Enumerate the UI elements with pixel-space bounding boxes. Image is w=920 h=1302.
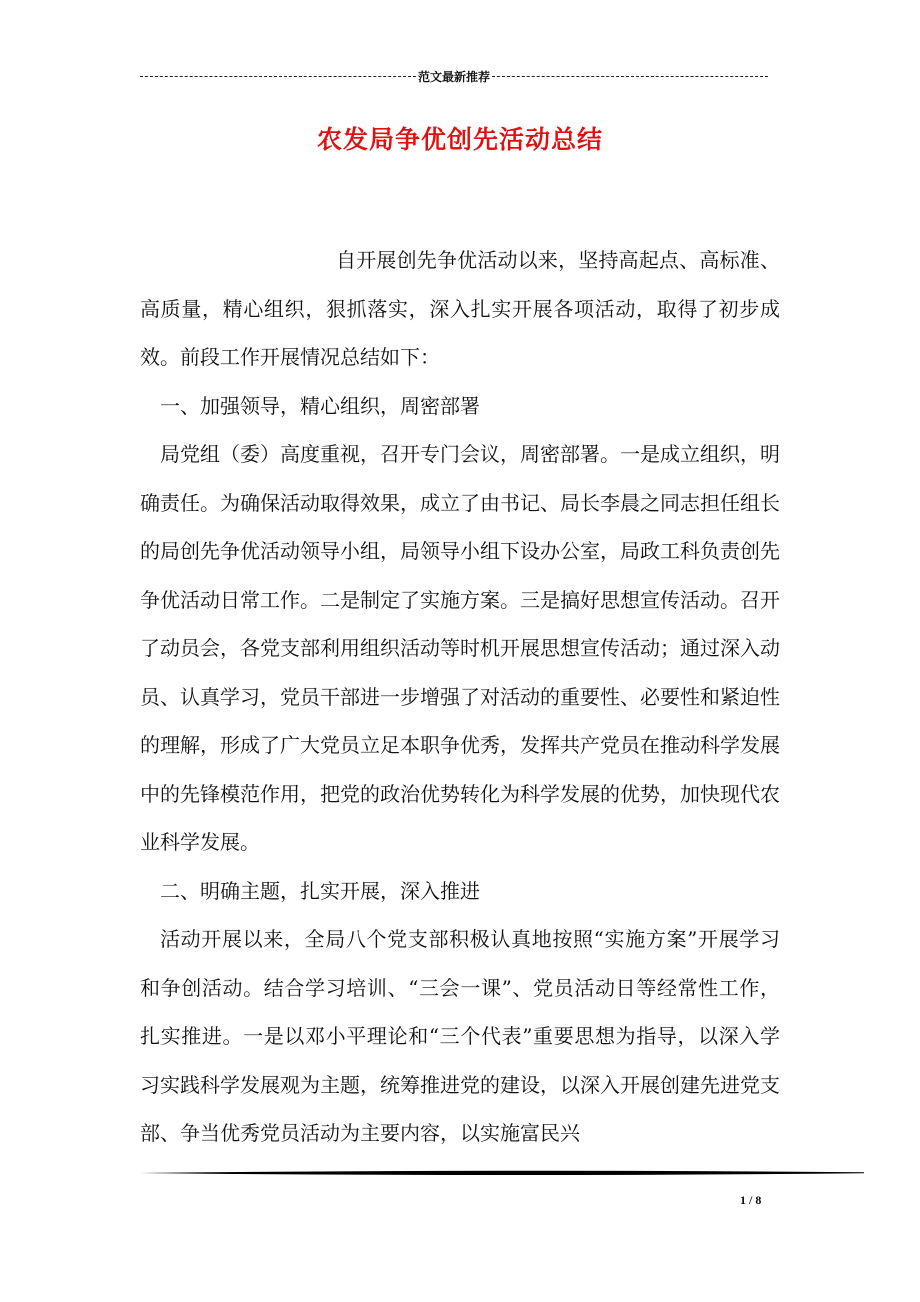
- document-title: 农发局争优创先活动总结: [316, 125, 603, 154]
- paragraph-intro: 自开展创先争优活动以来，坚持高起点、高标准、高质量，精心组织，狠抓落实，深入扎实开展各项活动，取得了初步成效。前段工作开展情况总结如下：: [140, 248, 780, 369]
- section-heading-1: 一、加强领导，精心组织，周密部署: [160, 393, 480, 418]
- page-number: 1 / 8: [740, 1193, 762, 1207]
- paragraph-section-1: 局党组（委）高度重视，召开专门会议，周密部署。一是成立组织，明确责任。为确保活动取得效果，成立了由书记、局长李晨之同志担任组长的局创先争优活动领导小组，局领导小组下设办公室，局政工科负责创先争优活动日常工作。二是制定了实施方案。三是搞好思想宣传活动。召开了动员会，各党支部利用组织活动等时机开展思想宣传活动；通过深入动员、认真学习，党员干部进一步增强了对活动的重要性、必要性和紧迫性的理解，形成了广大党员立足本职争优秀，发挥共产党员在推动科学发展中的先锋模范作用，把党的政治优势转化为科学发展的优势，加快现代农业科学发展。: [140, 442, 780, 854]
- page-header: [140, 66, 768, 86]
- section-heading-2: 二、明确主题，扎实开展，深入推进: [160, 878, 480, 903]
- paragraph-section-2: 活动开展以来，全局八个党支部积极认真地按照“实施方案”开展学习和争创活动。结合学习培训、“三会一课”、党员活动日等经常性工作，扎实推进。一是以邓小平理论和“三个代表”重要思想为指导，以深入学习实践科学发展观为主题，统筹推进党的建设，以深入开展创建先进党支部、争当优秀党员活动为主要内容，以实施富民兴: [140, 927, 780, 1145]
- header-label: 范文最新推荐: [418, 69, 491, 84]
- header-dash-left: [140, 76, 416, 77]
- footer-rule: [140, 1170, 864, 1176]
- header-dash-right: [492, 76, 768, 77]
- document-body: [140, 236, 780, 1158]
